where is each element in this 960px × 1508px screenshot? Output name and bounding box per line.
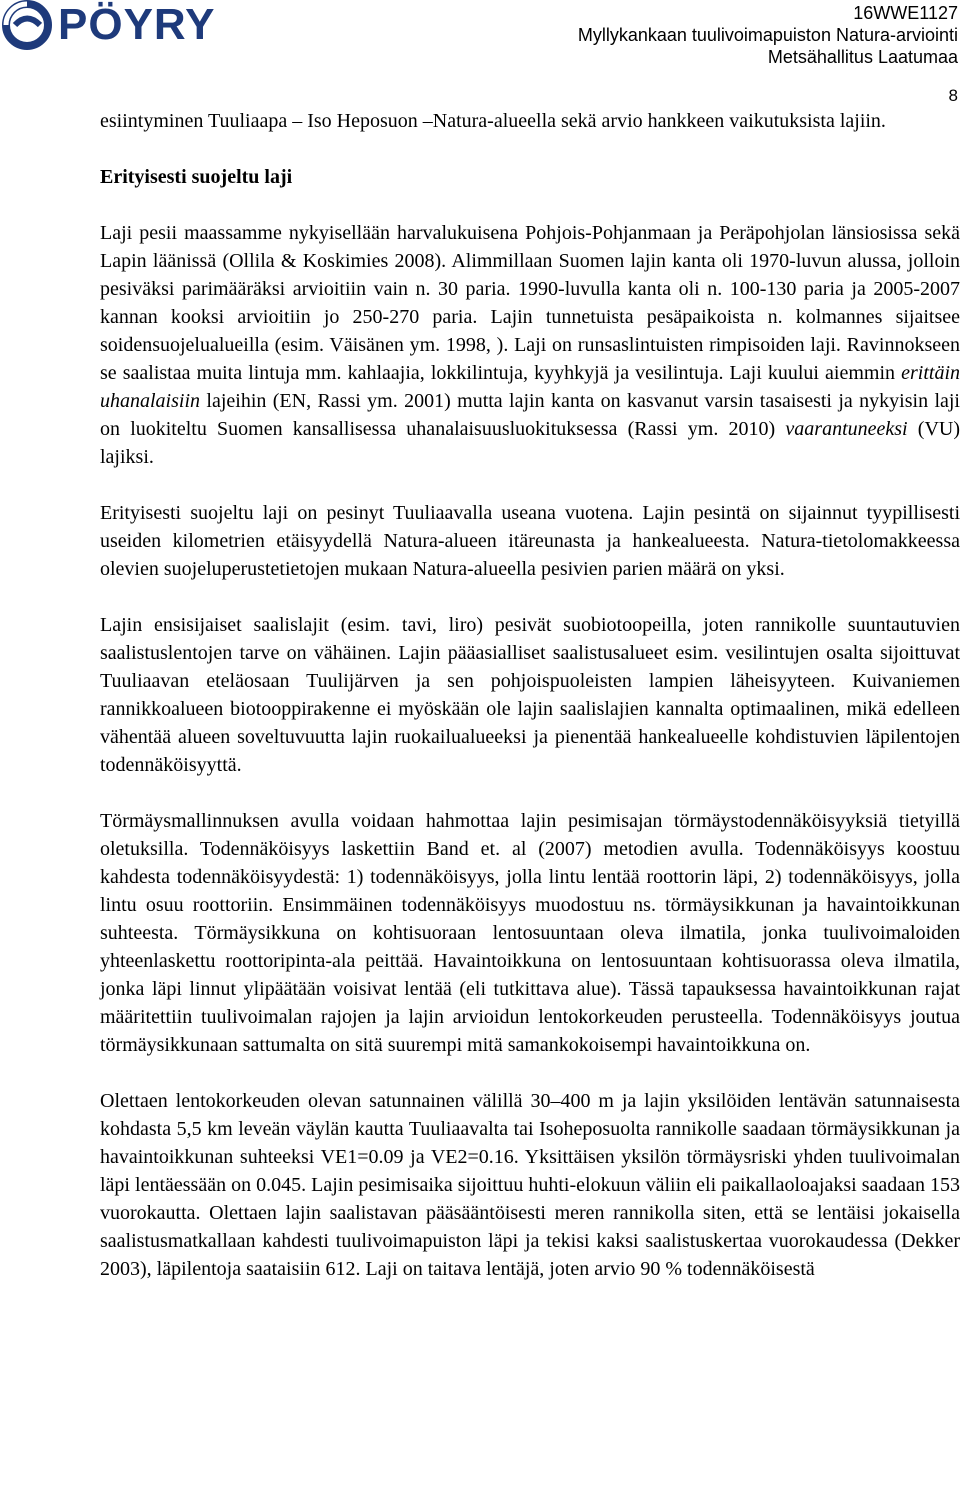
- paragraph-prey: Lajin ensisijaiset saalislajit (esim. tavi, liro) pesivät suobiotoopeilla, joten rannikolle suuntautuvien saalistuslentojen tarve on vähäinen. Lajin pääasialliset saalistusalueet esim. vesilintujen osalta sijoittuvat Tuuliaavan eteläosaan Tuulijärven ja sen pohjoispuoleisten lampien läheisyyteen. Kuivaniemen rannikkoalueen biotooppirakenne ei myöskään ole lajin saalislajien kannalta optimaalinen, mikä edelleen vähentää alueen soveltuvuutta lajin ruokailualueeksi ja pienentää hankealueelle kohdistuvien läpilentojen todennäköisyyttä.: [100, 614, 960, 776]
- paragraph-collision-model: Törmäysmallinnuksen avulla voidaan hahmottaa lajin pesimisajan törmäystodennäköisyyksiä tietyillä oletuksilla. Todennäköisyys laskettiin Band et. al (2007) metodien avulla. Todennäköisyys koostuu kahdesta todennäköisyydestä: 1) todennäköisyys, jolla lintu lentää roottorin läpi, 2) todennäköisyys, jolla lintu osuu roottoriin. Ensimmäinen todennäköisyys muodostuu ns. törmäysikkunan ja havaintoikkunan suhteesta. Törmäysikkuna on kohtisuoraan lentosuuntaan oleva ilmatila, jonka tuulivoimaloiden yhteenlaskettu roottoripinta-ala peittää. Havaintoikkuna on lentosuuntaan kohtisuorassa oleva ilmatila, jonka läpi linnut ylipäätään voisivat lentää (eli tutkittava alue). Tässä tapauksessa havaintoikkunan rajat määritettiin tuulivoimalan rajojen ja lajin arvioidun lentokorkeuden perusteella. Todennäköisyys joutua törmäysikkunaan sattumalta on sitä suurempi mitä samankokoisempi havaintoikkuna on.: [100, 810, 960, 1056]
- paragraph-text: (VU) lajiksi.: [100, 418, 960, 468]
- section-heading: Erityisesti suojeltu laji: [100, 166, 293, 188]
- paragraph-species-status: [100, 219, 960, 471]
- client-name: Metsähallitus Laatumaa: [767, 47, 958, 67]
- paragraph-intro: esiintyminen Tuuliaapa – Iso Heposuon –Natura-alueella sekä arvio hankkeen vaikutuksista lajiin.: [100, 110, 886, 132]
- paragraph-collision-calculation: Olettaen lentokorkeuden olevan satunnainen välillä 30–400 m ja lajin yksilöiden lentävän satunnaisesta kohdasta 5,5 km leveän väylän kautta Tuuliaavalta tai Isoheposuolta rannikolle saadaan törmäysikkunan ja havaintoikkunan suhteeksi VE1=0.09 ja VE2=0.16. Yksittäisen yksilön törmäysriski yhden tuulivoimalan läpi lentäessään on 0.045. Lajin pesimisaika sijoittuu huhti-elokuun väliin eli paikallaoloajaksi saadaan 153 vuorokautta. Olettaen lajin saalistavan pääsääntöisesti meren rannikolla siten, että se lentäisi jokaisella saalistusmatkallaan kahdesti tuulivoimapuiston läpi ja tekisi kaksi saalistuskertaa vuorokaudessa (Dekker 2003), läpilentoja saataisiin 612. Laji on taitava lentäjä, joten arvio 90 % todennäköisestä: [100, 1090, 960, 1280]
- poyry-swirl-icon: [0, 0, 56, 50]
- logo-wordmark: PÖYRY: [58, 0, 216, 49]
- paragraph-text: lajeihin (EN, Rassi ym. 2001) mutta lajin kanta on kasvanut varsin tasaisesti ja nykyisin laji on luokiteltu Suomen kansallisessa uhanalaisuusluokituksessa (Rassi ym. 2010): [100, 390, 960, 440]
- paragraph-nesting: Erityisesti suojeltu laji on pesinyt Tuuliaavalla useana vuotena. Lajin pesintä on sijainnut tyypillisesti useiden kilometrien etäisyydellä Natura-alueen itäreunasta ja hankealueesta. Natura-tietolomakkeessa olevien suojeluperustetietojen mukaan Natura-alueella pesivien parien määrä on yksi.: [100, 502, 960, 580]
- project-title: Myllykankaan tuulivoimapuiston Natura-arviointi: [577, 25, 958, 45]
- paragraph-text: Laji pesii maassamme nykyisellään harvalukuisena Pohjois-Pohjanmaan ja Peräpohjolan länsiosissa sekä Lapin läänissä (Ollila & Koskimies 2008). Alimmillaan Suomen lajin kanta oli 1970-luvun alussa, jolloin pesiväksi parimääräksi arvioitiin vain n. 30 paria. 1990-luvulla kanta oli n. 100-130 paria ja 2005-2007 kannan kooksi arvioitiin jo 250-270 paria. Lajin tunnetuista pesäpaikoista n. kolmannes sijaitsee soidensuojelualueilla (esim. Väisänen ym. 1998, ). Laji on runsaslintuisten rimpisoiden laji. Ravinnokseen se saalistaa muita lintuja mm. kahlaajia, lokkilintuja, kyyhkyjä ja vesilintuja. Laji kuului aiemmin: [100, 222, 960, 384]
- document-id: 16WWE1127: [853, 3, 958, 23]
- emphasis-text: vaarantuneeksi: [785, 418, 908, 440]
- company-logo: [0, 0, 215, 50]
- page-number: 8: [948, 86, 958, 105]
- document-body: [100, 107, 960, 1283]
- emphasis-text: erittäin uhanalaisiin: [100, 362, 960, 412]
- document-header: [578, 2, 958, 68]
